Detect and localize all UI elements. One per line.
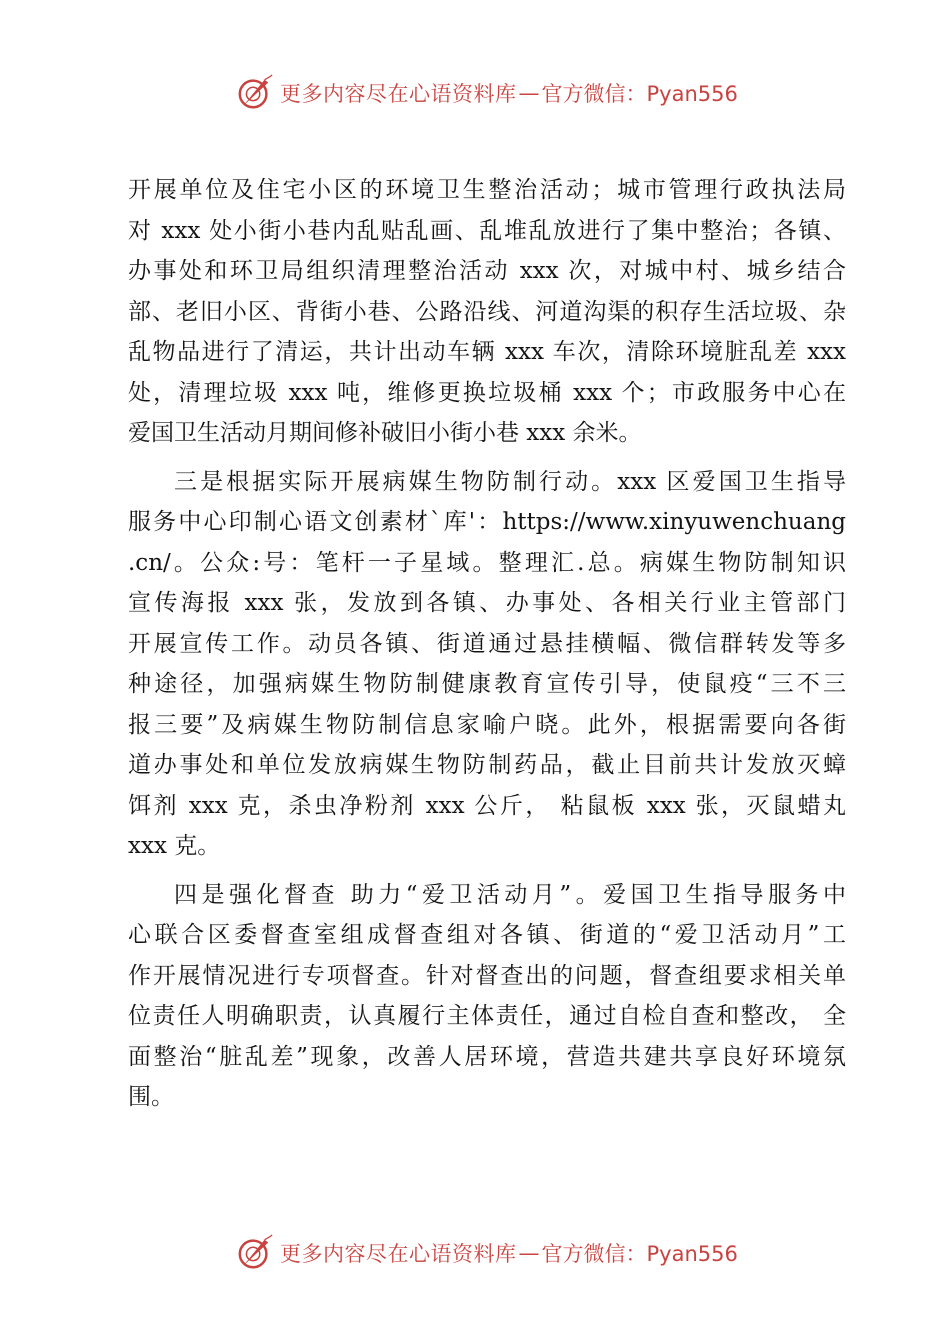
text-line: 作开展情况进行专项督查。针对督查出的问题，督查组要求相关单 [128, 962, 846, 989]
text-line: 三是根据实际开展病媒生物防制行动。xxx 区爱国卫生指导 [174, 468, 846, 495]
quill-pen-logo-icon [236, 1234, 274, 1272]
text-line: 道办事处和单位发放病媒生物防制药品，截止目前共计发放灭蟑 [128, 752, 846, 778]
text-line: 围。 [128, 1084, 174, 1110]
text-line: 宣传海报 xxx 张，发放到各镇、办事处、各相关行业主管部门 [128, 590, 846, 616]
text-line: 开展单位及住宅小区的环境卫生整治活动；城市管理行政执法局 [128, 177, 846, 203]
text-line: 爱国卫生活动月期间修补破旧小街小巷 xxx 余米。 [128, 420, 642, 446]
banner-title: 更多内容尽在心语资料库 [280, 82, 517, 106]
text-line: 处，清理垃圾 xxx 吨，维修更换垃圾桶 xxx 个；市政服务中心在 [128, 379, 846, 406]
text-line: 位责任人明确职责，认真履行主体责任，通过自检自查和整改， 全 [128, 1003, 846, 1029]
text-line: 饵剂 xxx 克，杀虫净粉剂 xxx 公斤， 粘鼠板 xxx 张，灭鼠蜡丸 [128, 792, 846, 819]
text-line: 心联合区委督查室组成督查组对各镇、街道的“爱卫活动月”工 [128, 922, 846, 948]
text-line: 对 xxx 处小街小巷内乱贴乱画、乱堆乱放进行了集中整治；各镇、 [128, 217, 846, 244]
text-line: 部、老旧小区、背街小巷、公路沿线、河道沟渠的积存生活垃圾、杂 [128, 298, 846, 325]
text-line: xxx 克。 [128, 833, 221, 859]
banner-separator: — [518, 1241, 540, 1265]
paragraph-3 [128, 875, 846, 1118]
text-line: 种途径，加强病媒生物防制健康教育宣传引导，使鼠疫“三不三 [128, 671, 846, 697]
text-line: 四是强化督查 助力“爱卫活动月”。爱国卫生指导服务中 [174, 881, 846, 908]
paragraph-2 [128, 462, 846, 867]
banner-contact: 官方微信：Pyan556 [541, 1242, 738, 1266]
text-line: .cn/。公众:号：笔杆一子星域。整理汇.总。病媒生物防制知识 [128, 549, 846, 576]
text-line: 办事处和环卫局组织清理整治活动 xxx 次，对城中村、城乡结合 [128, 258, 846, 284]
header-banner [236, 73, 738, 113]
document-body [128, 170, 846, 1126]
banner-contact: 官方微信：Pyan556 [541, 82, 738, 106]
text-line: 面整治“脏乱差”现象，改善人居环境，营造共建共享良好环境氛 [128, 1043, 846, 1070]
text-line: 服务中心印制心语文创素材`库'：https://www.xinyuwenchuang [128, 509, 846, 535]
text-line: 乱物品进行了清运，共计出动车辆 xxx 车次，清除环境脏乱差 xxx [128, 339, 846, 365]
quill-pen-logo-icon [236, 74, 274, 112]
banner-separator: — [518, 81, 540, 105]
text-line: 报三要”及病媒生物防制信息家喻户晓。此外，根据需要向各街 [128, 711, 846, 738]
footer-banner [236, 1233, 738, 1273]
banner-title: 更多内容尽在心语资料库 [280, 1242, 517, 1266]
paragraph-1 [128, 170, 846, 454]
text-line: 开展宣传工作。动员各镇、街道通过悬挂横幅、微信群转发等多 [128, 630, 846, 657]
